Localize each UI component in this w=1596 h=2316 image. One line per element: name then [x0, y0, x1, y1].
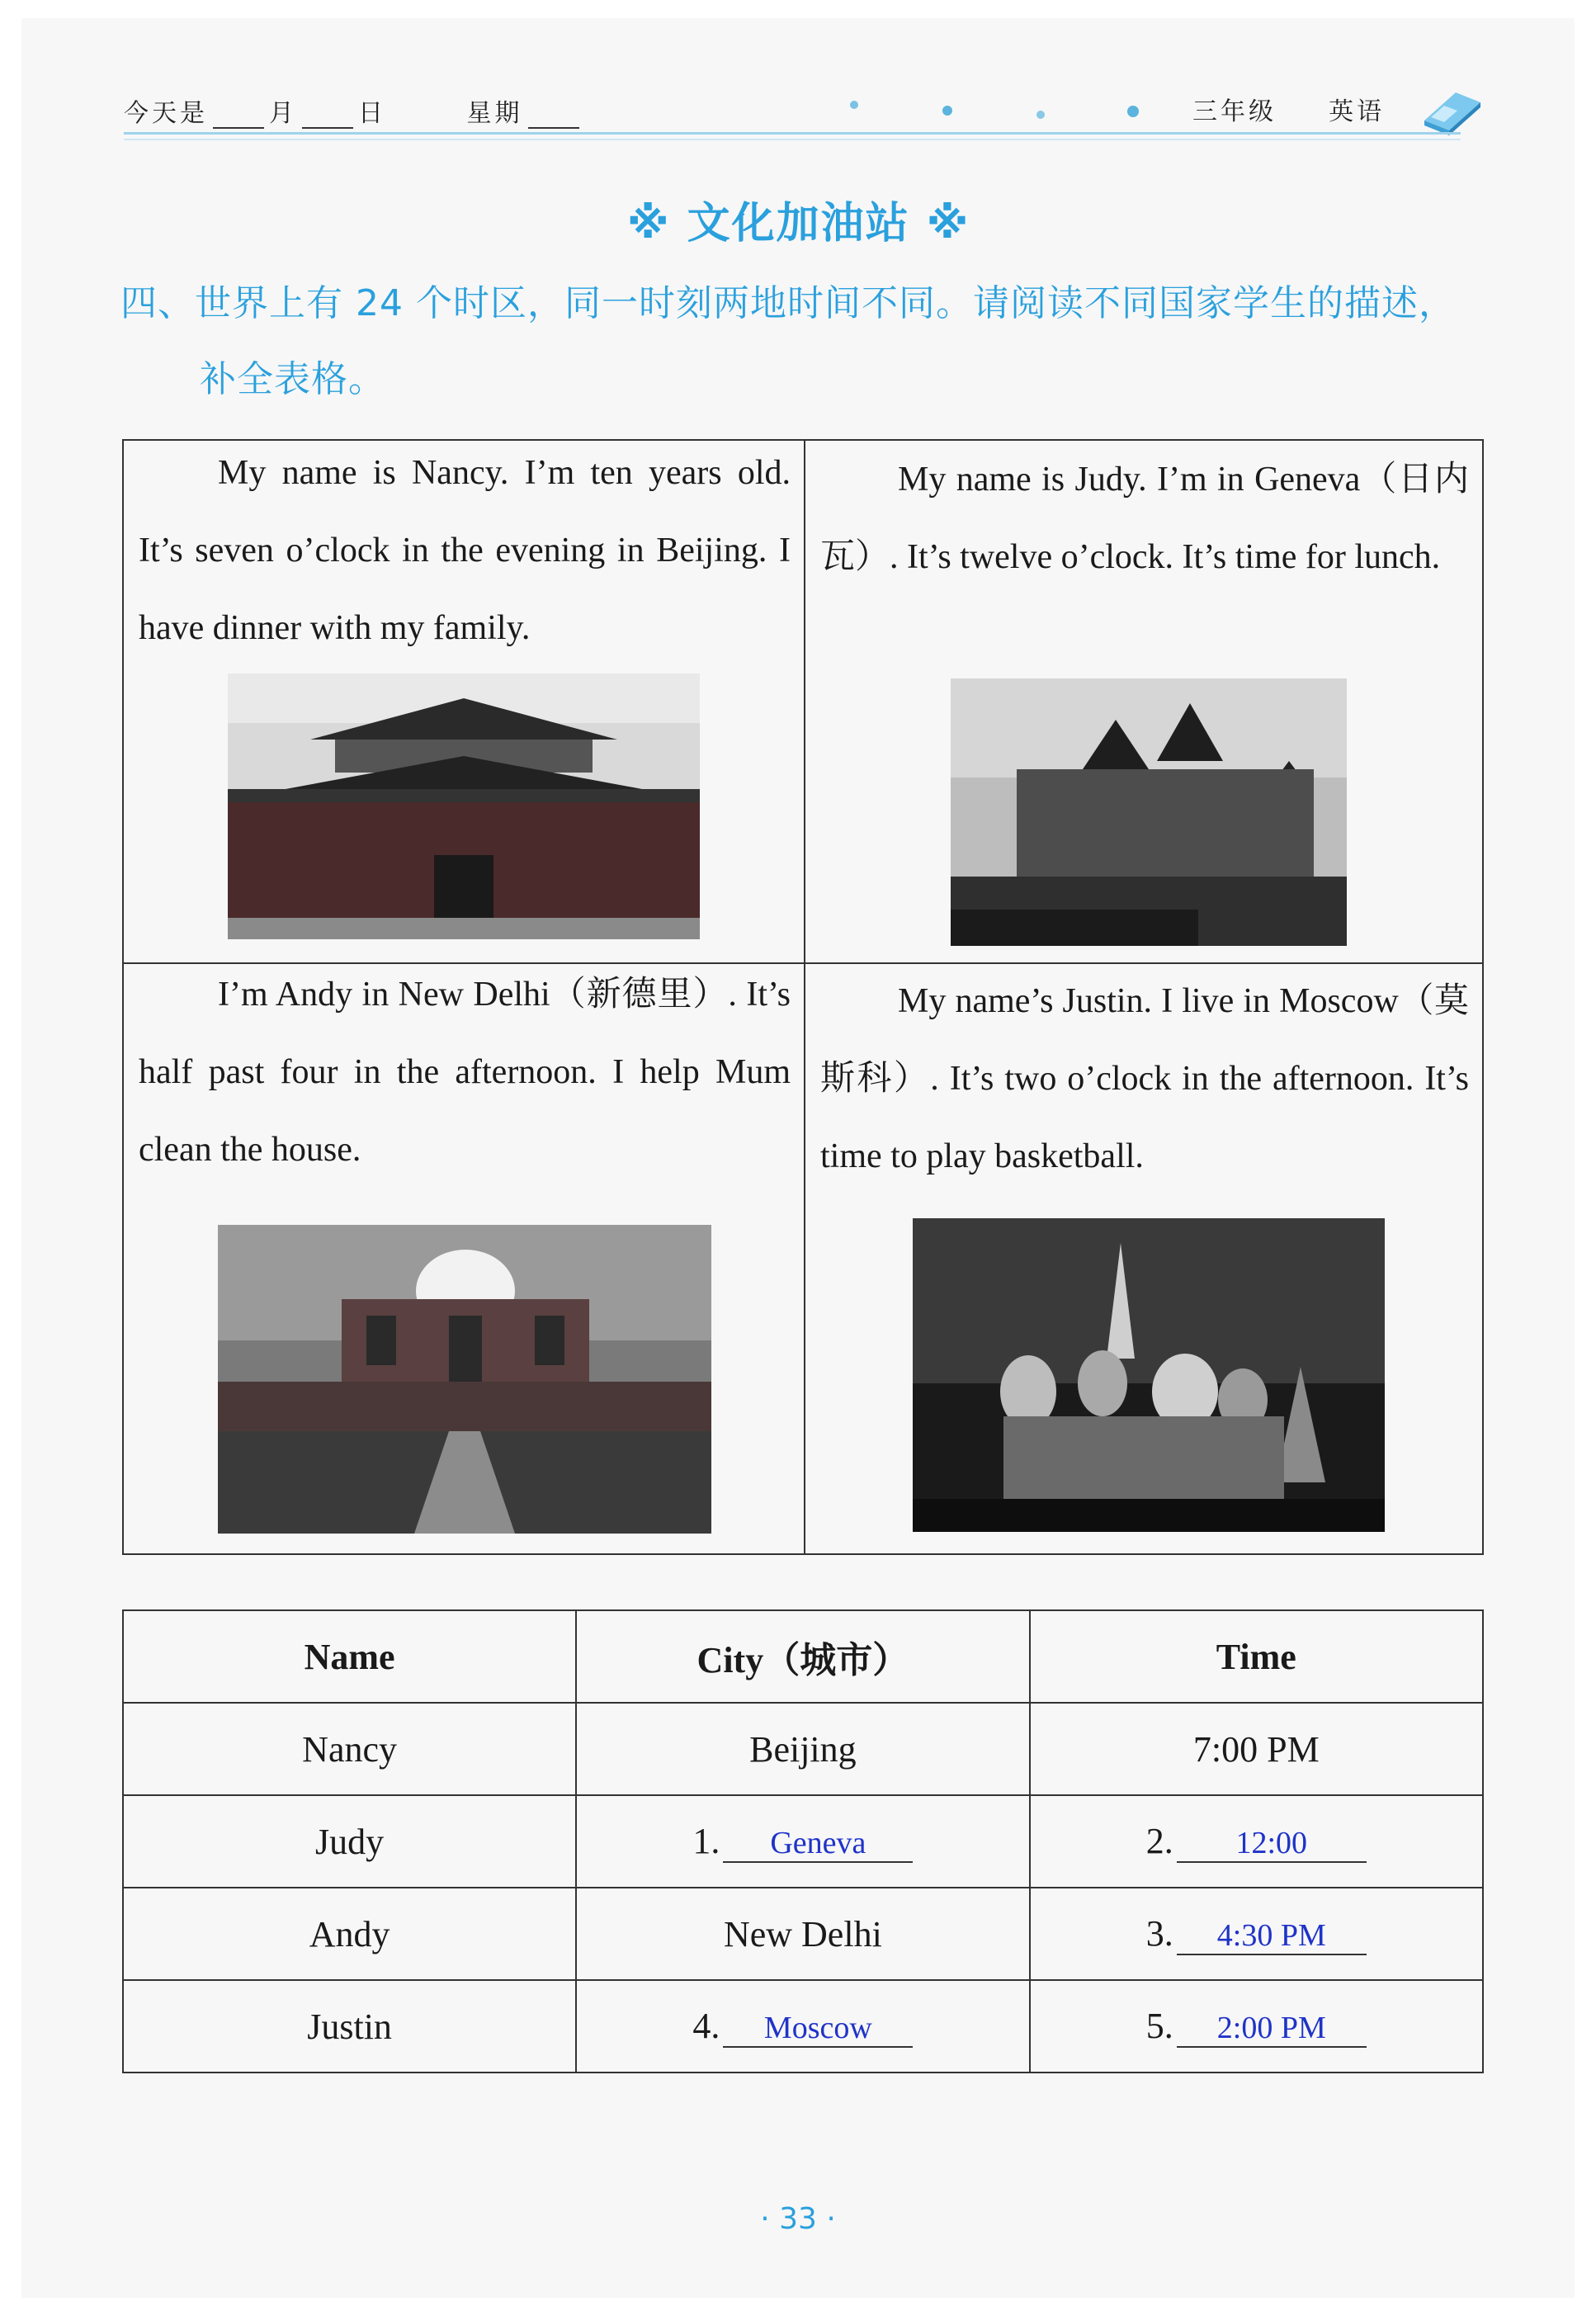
humayun-tomb-photo — [218, 1225, 711, 1534]
grade-subject — [1192, 91, 1385, 127]
castle-photo — [951, 678, 1347, 946]
page-number: · 33 · — [760, 2202, 836, 2236]
question-instruction — [120, 266, 1490, 418]
name-cell: Judy — [123, 1795, 576, 1888]
header-rule — [124, 132, 1461, 135]
city-cell — [576, 1980, 1029, 2073]
header-dots — [850, 99, 1147, 124]
time-cell — [1030, 1795, 1483, 1888]
reading-andy: I’m Andy in New Delhi（新德里）. It’s half past four in the afternoon. I help Mum clean the house. — [139, 976, 791, 1169]
blank-number: 2. — [1145, 1821, 1173, 1861]
subject-label: 英语 — [1329, 97, 1386, 126]
blank-number: 1. — [692, 1821, 720, 1861]
reading-justin: My name’s Justin. I live in Moscow（莫斯科）. It’s two o’clock in the afternoon. It’s time to play basketball. — [820, 982, 1469, 1175]
week-blank[interactable] — [528, 106, 579, 129]
city-answer-field[interactable]: Geneva — [723, 1825, 913, 1863]
table-header-row — [123, 1610, 1483, 1703]
time-cell: 7:00 PM — [1030, 1703, 1483, 1795]
city-cell: New Delhi — [576, 1888, 1029, 1980]
answer-table — [122, 1609, 1484, 2073]
name-cell: Nancy — [123, 1703, 576, 1795]
day-blank[interactable] — [302, 106, 353, 129]
blank-number: 3. — [1145, 1913, 1173, 1954]
time-answer-field[interactable]: 4:30 PM — [1177, 1917, 1367, 1955]
table-row — [123, 1980, 1483, 2073]
reading-judy: My name is Judy. I’m in Geneva（日内瓦）. It’s twelve o’clock. It’s time for lunch. — [820, 461, 1469, 576]
name-cell: Andy — [123, 1888, 576, 1980]
table-row — [123, 1795, 1483, 1888]
date-prefix: 今天是 — [124, 99, 208, 128]
city-answer-field[interactable]: Moscow — [723, 2010, 913, 2048]
city-cell — [576, 1795, 1029, 1888]
reading-nancy: My name is Nancy. I’m ten years old. It’s seven o’clock in the evening in Beijing. I have dinner with my family. — [139, 454, 791, 647]
forbidden-city-photo — [228, 674, 700, 939]
grid-divider-vertical — [804, 441, 805, 1553]
time-cell — [1030, 1888, 1483, 1980]
section-title: ※ 文化加油站 ※ — [627, 199, 970, 248]
st-basils-photo — [913, 1218, 1385, 1532]
name-cell: Justin — [123, 1980, 576, 2073]
header-city: City（城市） — [576, 1610, 1029, 1703]
time-answer-field[interactable]: 2:00 PM — [1177, 2010, 1367, 2048]
time-answer-field[interactable]: 12:00 — [1177, 1825, 1367, 1863]
week-label: 星期 — [466, 99, 523, 128]
time-cell — [1030, 1980, 1483, 2073]
header-time: Time — [1030, 1610, 1483, 1703]
question-line-2: 补全表格。 — [200, 358, 385, 400]
day-label: 日 — [358, 99, 386, 128]
header-name: Name — [123, 1610, 576, 1703]
blank-number: 4. — [692, 2006, 720, 2046]
question-line-1: 四、世界上有 24 个时区，同一时刻两地时间不同。请阅读不同国家学生的描述， — [120, 282, 1456, 324]
blank-number: 5. — [1145, 2006, 1173, 2046]
date-line — [124, 92, 584, 129]
reading-grid — [122, 439, 1484, 1555]
grade-label: 三年级 — [1192, 97, 1277, 126]
eraser-icon — [1419, 84, 1485, 137]
month-label: 月 — [269, 99, 297, 128]
table-row — [123, 1888, 1483, 1980]
header-rule-thin — [124, 139, 1461, 140]
city-cell: Beijing — [576, 1703, 1029, 1795]
table-row — [123, 1703, 1483, 1795]
month-blank[interactable] — [213, 106, 264, 129]
